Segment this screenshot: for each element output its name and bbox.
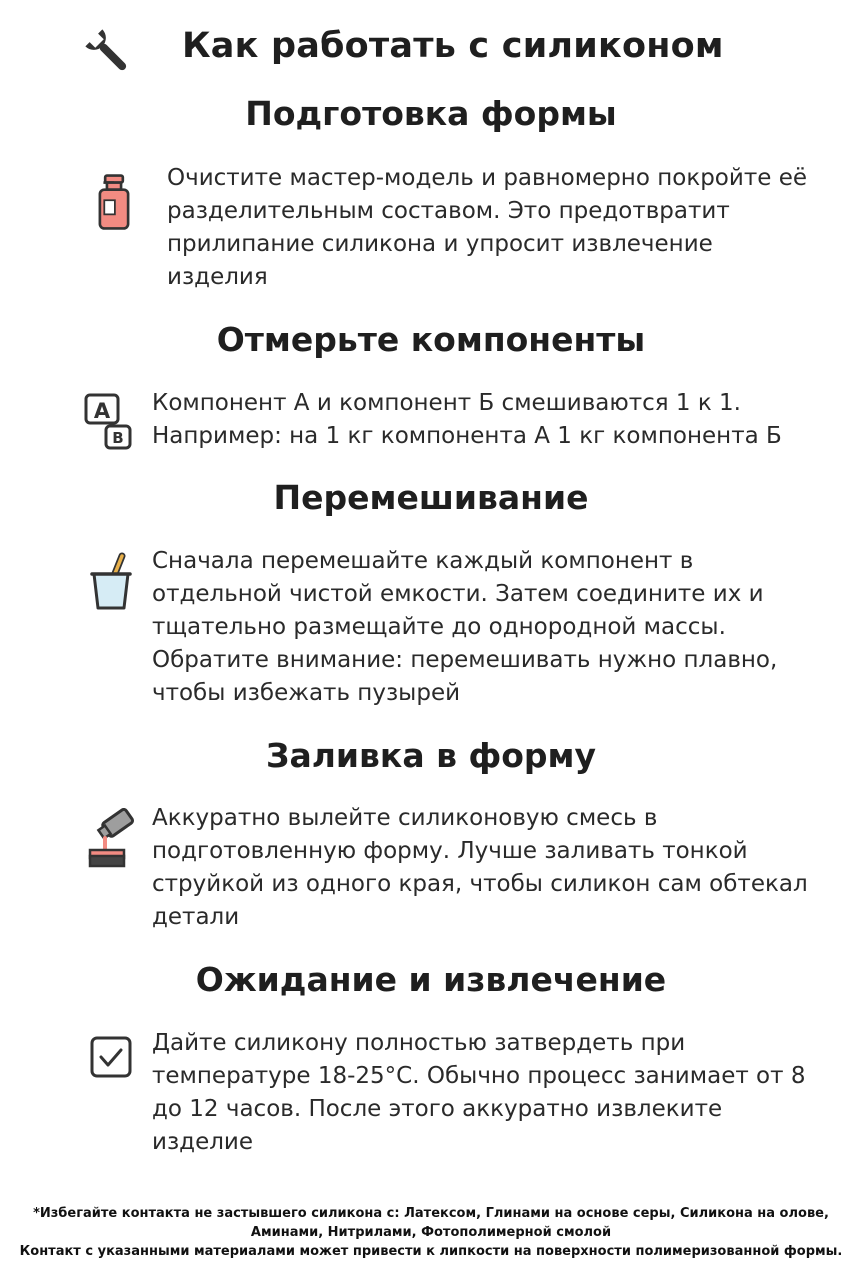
text-line: струйкой из одного края, чтобы силикон сам обтекал (152, 871, 808, 897)
section-text-preparation (167, 162, 807, 294)
text-line: изделие (152, 1129, 254, 1155)
text-line: Например: на 1 кг компонента А 1 кг компонента Б (152, 423, 782, 449)
mixing-cup-icon (88, 552, 140, 612)
text-line: отдельной чистой емкости. Затем соедините их и (152, 581, 764, 607)
text-line: изделия (167, 264, 268, 290)
section-title-mixing: Перемешивание (273, 478, 589, 517)
text-line: Обратите внимание: перемешивать нужно плавно, (152, 647, 778, 673)
text-line: детали (152, 904, 240, 930)
section-title-measure: Отмерьте компоненты (216, 320, 646, 359)
text-line: тщательно размещайте до однородной массы. (152, 614, 726, 640)
section-text-mixing (152, 545, 777, 710)
text-line: чтобы избежать пузырей (152, 680, 461, 706)
wrench-icon (82, 28, 134, 76)
footer-warning (0, 1204, 862, 1261)
checkbox-icon (88, 1030, 140, 1090)
text-line: Аккуратно вылейте силиконовую смесь в (152, 805, 658, 831)
section-text-waiting (152, 1027, 805, 1159)
text-line: температуре 18-25°С. Обычно процесс занимает от 8 (152, 1063, 806, 1089)
letter-b: B (112, 429, 124, 447)
page-title: Как работать с силиконом (182, 26, 724, 66)
letter-a: A (93, 399, 111, 423)
footer-line: *Избегайте контакта не застывшего силикона с: Латексом, Глинами на основе серы, Силикона на олове, (33, 1206, 829, 1221)
text-line: до 12 часов. После этого аккуратно извлеките (152, 1096, 723, 1122)
section-title-pouring: Заливка в форму (266, 736, 596, 775)
section-text-pouring (152, 802, 808, 934)
text-line: Очистите мастер-модель и равномерно покройте её (167, 165, 807, 191)
pouring-icon (86, 808, 138, 868)
text-line: разделительным составом. Это предотвратит (167, 198, 730, 224)
footer-line: Аминами, Нитрилами, Фотополимерной смолой (250, 1225, 612, 1240)
text-line: прилипание силикона и упросит извлечение (167, 231, 713, 257)
section-title-preparation: Подготовка формы (245, 94, 617, 133)
section-title-waiting: Ожидание и извлечение (195, 960, 667, 999)
section-text-measure (152, 387, 782, 453)
text-line: Дайте силикону полностью затвердеть при (152, 1030, 686, 1056)
ab-components-icon (84, 392, 136, 452)
footer-line: Контакт с указанными материалами может привести к липкости на поверхности полимеризованной формы. (19, 1244, 843, 1259)
spray-bottle-icon (88, 172, 140, 232)
text-line: Сначала перемешайте каждый компонент в (152, 548, 694, 574)
text-line: подготовленную форму. Лучше заливать тонкой (152, 838, 748, 864)
text-line: Компонент А и компонент Б смешиваются 1 к 1. (152, 390, 741, 416)
